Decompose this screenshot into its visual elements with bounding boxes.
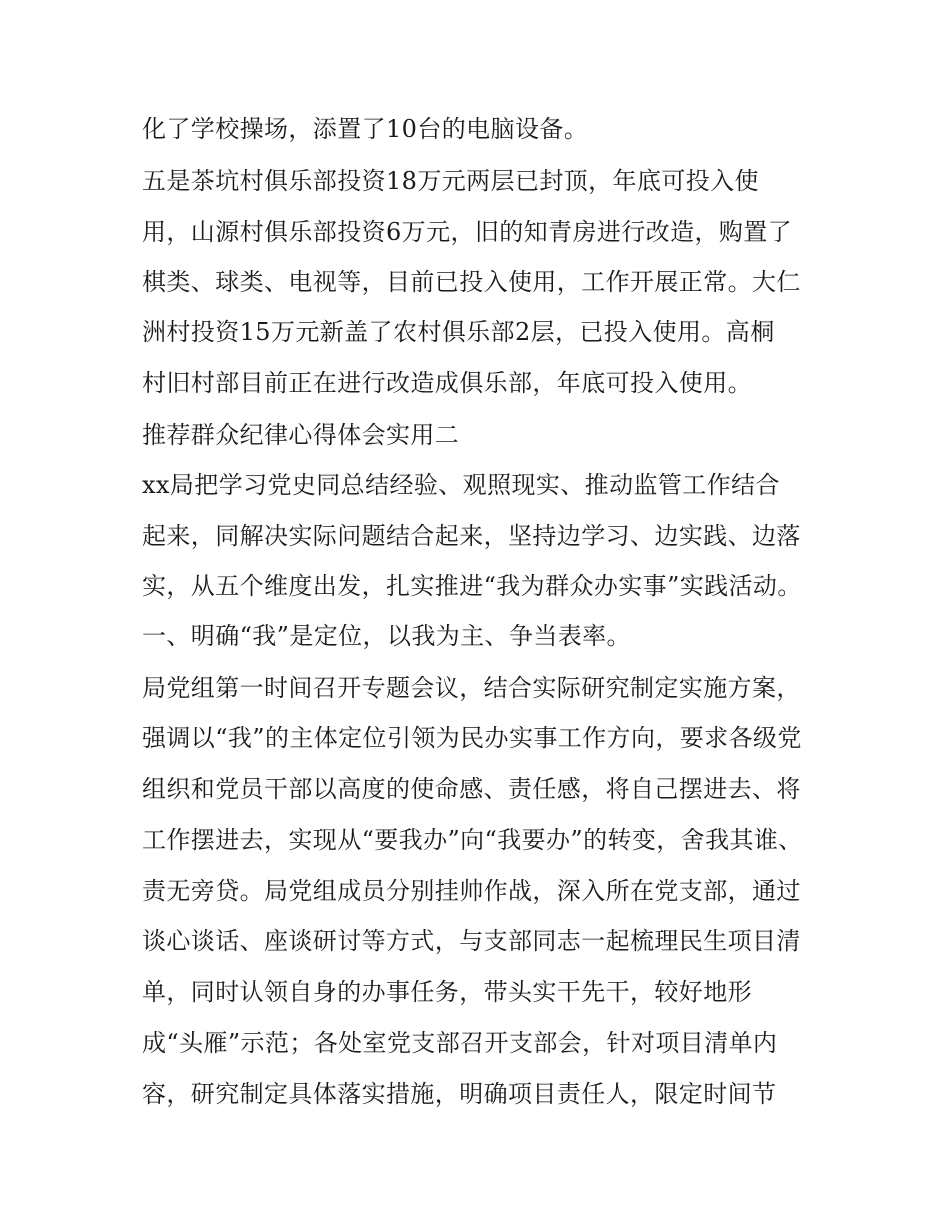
text-line: 单，同时认领自身的办事任务，带头实干先干，较好地形 bbox=[142, 978, 752, 1006]
text-line: 责无旁贷。局党组成员分别挂帅作战，深入所在党支部，通过 bbox=[142, 877, 801, 905]
text-line: 起来，同解决实际问题结合起来，坚持边学习、边实践、边落 bbox=[142, 522, 801, 550]
section-heading: 推荐群众纪律心得体会实用二 bbox=[142, 421, 460, 449]
text-line: 工作摆进去，实现从“要我办”向“我要办”的转变，舍我其谁、 bbox=[142, 826, 803, 854]
text-line: 洲村投资15万元新盖了农村俱乐部2层，已投入使用。高桐 bbox=[142, 318, 775, 346]
text-line: 实，从五个维度出发，扎实推进“我为群众办实事”实践活动。 bbox=[142, 572, 802, 600]
text-line: xx局把学习党史同总结经验、观照现实、推动监管工作结合 bbox=[142, 471, 780, 499]
text-line: 组织和党员干部以高度的使命感、责任感，将自己摆进去、将 bbox=[142, 775, 801, 803]
text-line: 局党组第一时间召开专题会议，结合实际研究制定实施方案， bbox=[142, 674, 801, 702]
text-line: 村旧村部目前正在进行改造成俱乐部，年底可投入使用。 bbox=[142, 369, 752, 397]
text-line: 容，研究制定具体落实措施，明确项目责任人，限定时间节 bbox=[142, 1080, 777, 1108]
subsection-heading: 一、明确“我”是定位，以我为主、争当表率。 bbox=[142, 622, 631, 650]
text-line: 谈心谈话、座谈研讨等方式，与支部同志一起梳理民生项目清 bbox=[142, 927, 801, 955]
text-line: 化了学校操场，添置了10台的电脑设备。 bbox=[142, 115, 589, 143]
text-line: 用，山源村俱乐部投资6万元，旧的知青房进行改造，购置了 bbox=[142, 218, 793, 246]
text-line: 棋类、球类、电视等，目前已投入使用，工作开展正常。大仁 bbox=[142, 268, 801, 296]
text-line: 五是茶坑村俱乐部投资18万元两层已封顶，年底可投入使 bbox=[142, 167, 759, 195]
text-line: 成“头雁”示范；各处室党支部召开支部会，针对项目清单内 bbox=[142, 1029, 778, 1057]
text-line: 强调以“我”的主体定位引领为民办实事工作方向，要求各级党 bbox=[142, 724, 802, 752]
